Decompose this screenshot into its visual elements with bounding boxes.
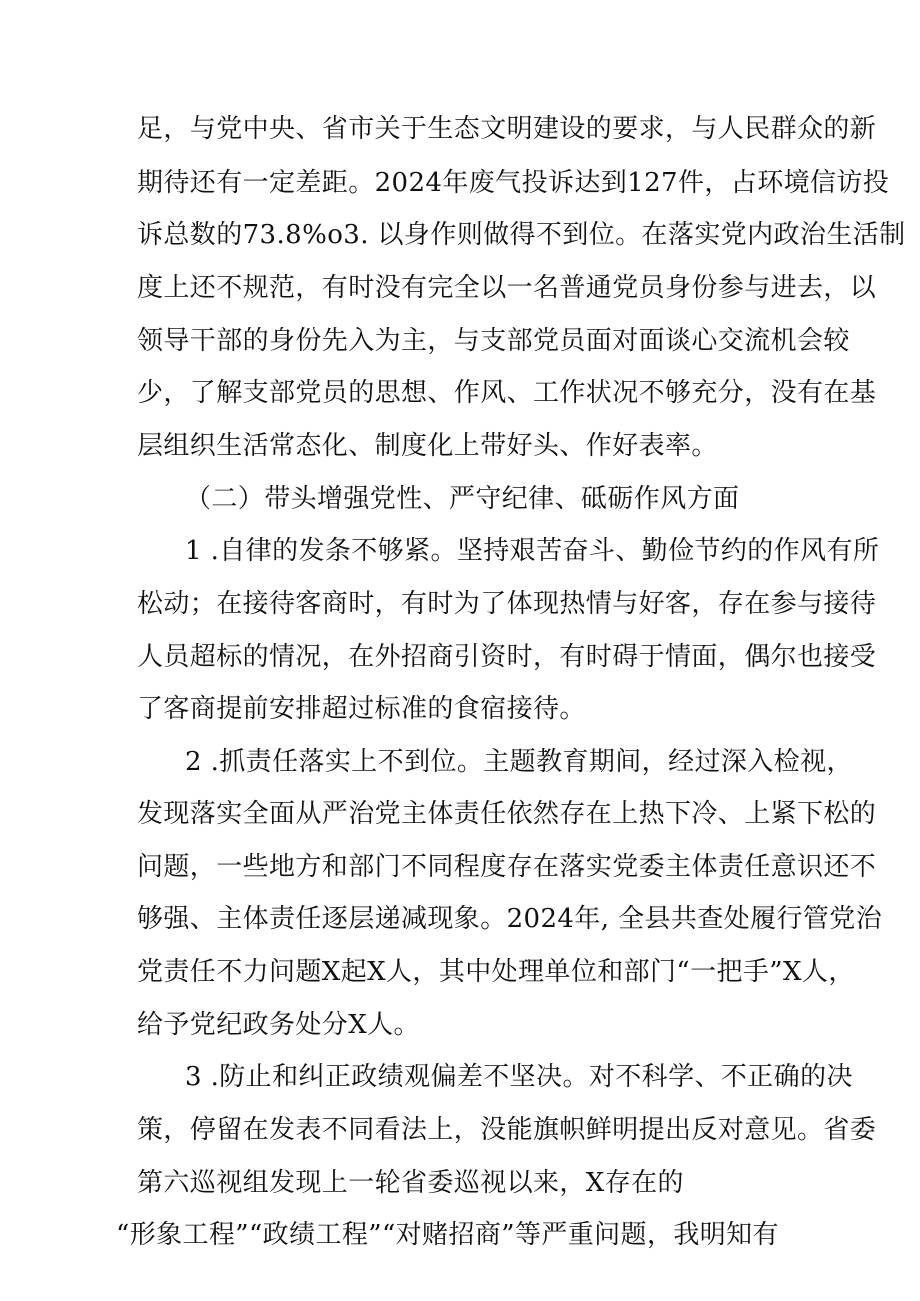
body-text-line: 第六巡视组发现上一轮省委巡视以来，X存在的 xyxy=(137,1168,684,1198)
body-text-line: 诉总数的73.8%o3. 以身作则做得不到位。在落实党内政治生活制 xyxy=(137,220,906,250)
body-text-line: “形象工程”“政绩工程”“对赌招商”等严重问题，我明知有 xyxy=(116,1220,779,1250)
body-text-line: 1 .自律的发条不够紧。坚持艰苦奋斗、勤俭节约的作风有所 xyxy=(185,536,880,566)
body-text-line: 足，与党中央、省市关于生态文明建设的要求，与人民群众的新 xyxy=(137,114,877,144)
body-text-line: 够强、主体责任逐层递减现象。2024年, 全县共查处履行管党治 xyxy=(137,904,883,934)
body-text-line: 问题，一些地方和部门不同程度存在落实党委主体责任意识还不 xyxy=(137,852,877,882)
body-text-line: 发现落实全面从严治党主体责任依然存在上热下冷、上紧下松的 xyxy=(137,799,877,829)
body-text-line: 少，了解支部党员的思想、作风、工作状况不够充分，没有在基 xyxy=(137,378,877,408)
body-text-line: 松动；在接待客商时，有时为了体现热情与好客，存在参与接待 xyxy=(137,589,877,619)
body-text-line: 了客商提前安排超过标准的食宿接待。 xyxy=(137,694,586,724)
body-text-line: 2 .抓责任落实上不到位。主题教育期间，经过深入检视， xyxy=(185,747,853,777)
body-text-line: 人员超标的情况，在外招商引资时，有时碍于情面，偶尔也接受 xyxy=(137,642,877,672)
body-text-line: 党责任不力问题X起X人，其中处理单位和部门“一把手”X人， xyxy=(137,957,855,987)
body-text-line: 层组织生活常态化、制度化上带好头、作好表率。 xyxy=(137,431,718,461)
body-text-line: 领导干部的身份先入为主，与支部党员面对面谈心交流机会较 xyxy=(137,326,850,356)
body-text-line: 期待还有一定差距。2024年废气投诉达到127件，占环境信访投 xyxy=(137,168,890,198)
body-text-line: 策，停留在发表不同看法上，没能旗帜鲜明提出反对意见。省委 xyxy=(137,1115,877,1145)
body-text-line: 度上还不规范，有时没有完全以一名普通党员身份参与进去，以 xyxy=(137,273,877,303)
body-text-line: 给予党纪政务处分X人。 xyxy=(137,1010,420,1040)
section-heading: （二）带头增强党性、严守纪律、砥砺作风方面 xyxy=(185,484,740,514)
body-text-line: 3 .防止和纠正政绩观偏差不坚决。对不科学、不正确的决 xyxy=(185,1062,853,1092)
